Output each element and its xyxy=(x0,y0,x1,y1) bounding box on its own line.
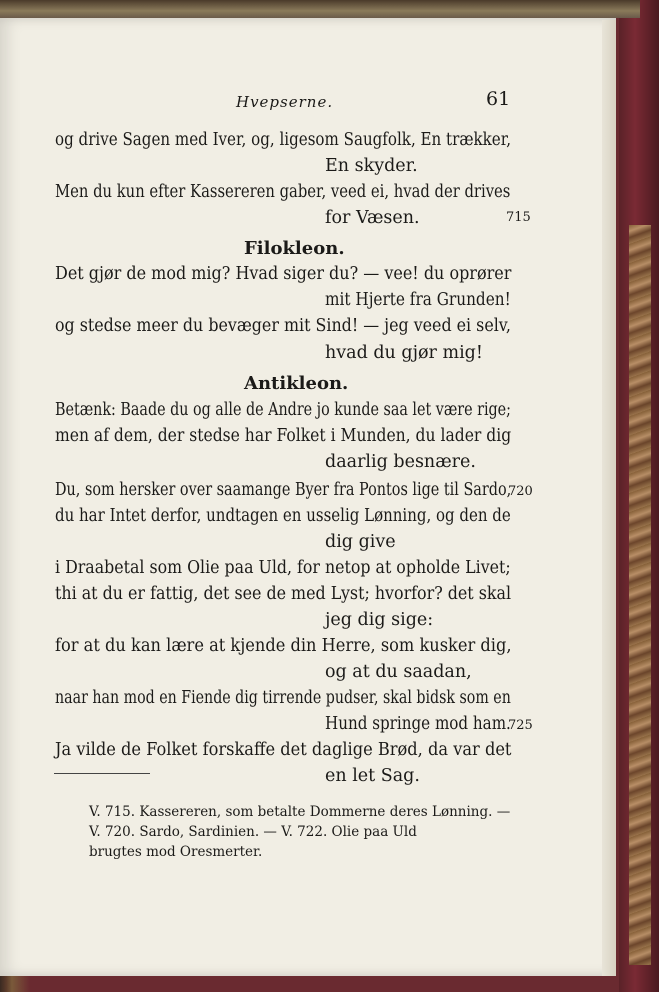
verse-line: du har Intet derfor, undtagen en usselig Lønning, og den de xyxy=(55,506,511,526)
verse-line: thi at du er fattig, det see de med Lyst; hvorfor? det skal xyxy=(55,584,512,604)
verse-line: hvad du gjør mig! xyxy=(325,343,483,363)
verse-line: i Draabetal som Olie paa Uld, for netop at opholde Livet; xyxy=(55,558,511,578)
verse-line: og at du saadan, xyxy=(325,662,472,682)
verse-line: naar han mod en Fiende dig tirrende pudser, skal bidsk som en xyxy=(55,688,511,708)
verse-line: Du, som hersker over saamange Byer fra Pontos lige til Sardo, xyxy=(55,480,512,500)
verse-line: men af dem, der stedse har Folket i Munden, du lader dig xyxy=(55,426,512,446)
footnote-line: V. 715. Kassereren, som betalte Dommerne deres Lønning. — xyxy=(89,804,511,820)
footnote-rule xyxy=(54,773,150,774)
book-top-edge xyxy=(0,0,640,18)
line-number: 720 xyxy=(508,484,533,499)
speaker-heading: Filokleon. xyxy=(244,238,345,259)
marbled-endpaper xyxy=(629,225,651,965)
line-number: 715 xyxy=(506,210,531,225)
verse-line: Det gjør de mod mig? Hvad siger du? — vee! du oprører xyxy=(55,264,512,284)
line-number: 725 xyxy=(508,718,533,733)
running-title: Hvepserne. xyxy=(236,93,334,111)
verse-line: Hund springe mod ham. xyxy=(325,714,511,734)
verse-line: og drive Sagen med Iver, og, ligesom Saugfolk, En trækker, xyxy=(55,130,512,150)
footnote-line: V. 720. Sardo, Sardinien. — V. 722. Olie paa Uld xyxy=(89,824,417,840)
page-number: 61 xyxy=(486,88,511,110)
verse-line: for at du kan lære at kjende din Herre, som kusker dig, xyxy=(55,636,512,656)
speaker-heading: Antikleon. xyxy=(244,373,349,394)
verse-line: Men du kun efter Kassereren gaber, veed ei, hvad der drives xyxy=(55,182,511,202)
footnote-line: brugtes mod Oresmerter. xyxy=(89,844,263,860)
verse-line: dig give xyxy=(325,532,396,552)
verse-line: mit Hjerte fra Grunden! xyxy=(325,290,511,310)
verse-line: og stedse meer du bevæger mit Sind! — jeg veed ei selv, xyxy=(55,316,511,336)
verse-line: for Væsen. xyxy=(325,208,420,228)
verse-line: Ja vilde de Folket forskaffe det daglige Brød, da var det xyxy=(55,740,512,760)
verse-line: Betænk: Baade du og alle de Andre jo kunde saa let være rige; xyxy=(55,400,511,420)
verse-line: jeg dig sige: xyxy=(325,610,434,630)
page-fold xyxy=(602,20,616,976)
verse-line: En skyder. xyxy=(325,156,418,176)
verse-line: daarlig besnære. xyxy=(325,452,476,472)
verse-line: en let Sag. xyxy=(325,766,420,786)
